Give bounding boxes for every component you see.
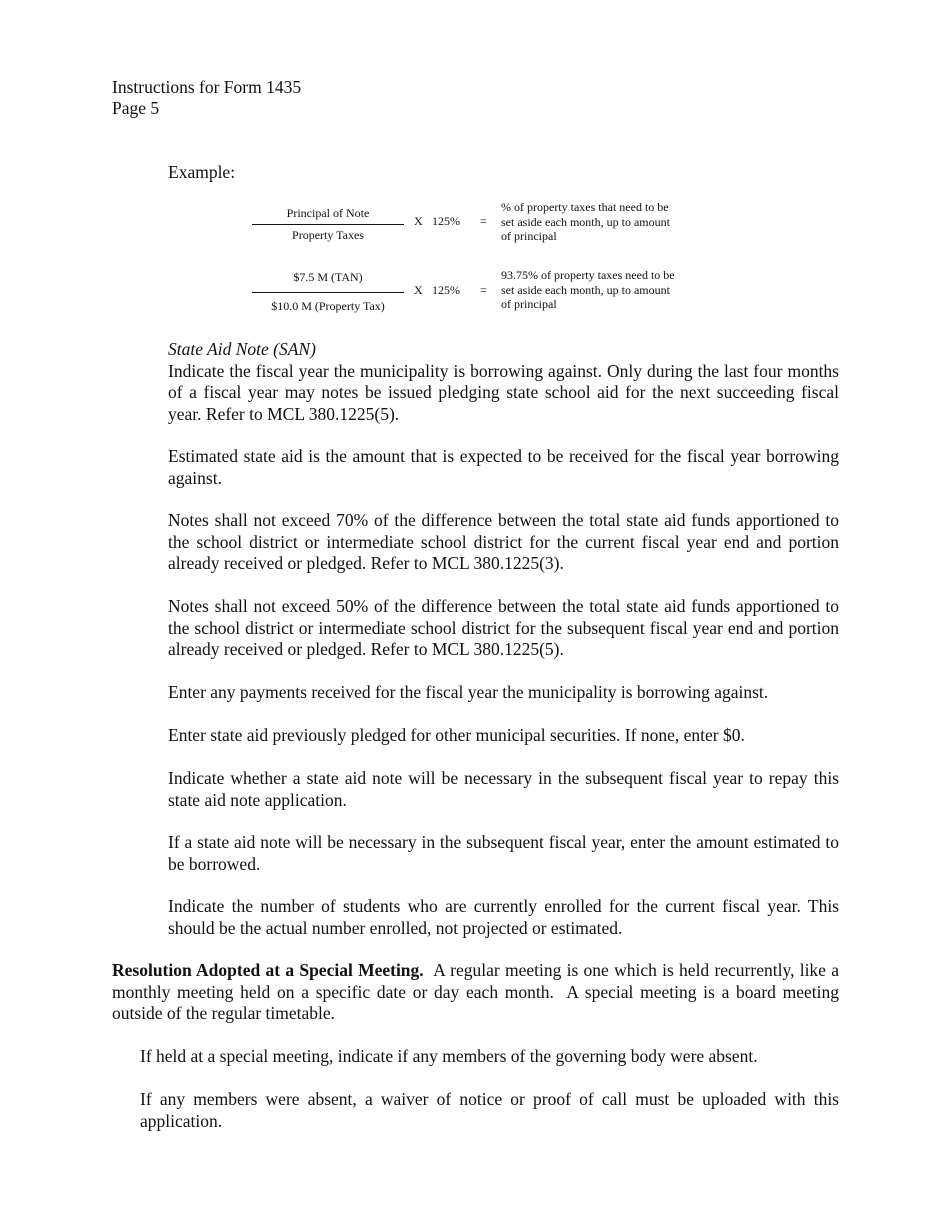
formula-row-general <box>252 200 692 250</box>
san-section <box>168 339 839 425</box>
paragraph <box>112 960 844 1025</box>
result-line: set aside each month, up to amount <box>501 282 670 297</box>
equals-sign: = <box>480 214 487 228</box>
paragraph-subsequent-note <box>168 768 839 811</box>
fraction-bar <box>252 292 404 293</box>
paragraph: Indicate the fiscal year the municipality is borrowing against. Only during the last four months of a fiscal year may notes be issued pledging state school aid for the next succeeding fiscal year. Refer to MCL 380.1225(5). <box>168 360 839 424</box>
paragraph-payments-received <box>168 682 839 704</box>
paragraph: Enter any payments received for the fiscal year the municipality is borrowing against. <box>168 682 769 702</box>
paragraph: If a state aid note will be necessary in the subsequent fiscal year, enter the amount estimated to be borrowed. <box>168 832 839 874</box>
paragraph-amount-estimated <box>168 832 839 875</box>
formula-result <box>501 268 689 312</box>
paragraph-students-enrolled <box>168 896 839 939</box>
equals-sign: = <box>480 283 487 297</box>
paragraph-50-percent <box>168 596 839 661</box>
paragraph-absent-members <box>140 1046 839 1068</box>
percent-factor: 125% <box>432 283 460 297</box>
page-number: Page 5 <box>112 98 160 118</box>
paragraph-70-percent <box>168 510 839 575</box>
paragraph: If any members were absent, a waiver of notice or proof of call must be uploaded with this application. <box>140 1089 839 1131</box>
paragraph: Indicate whether a state aid note will be necessary in the subsequent fiscal year to repay this state aid note application. <box>168 768 839 810</box>
fraction-general <box>252 206 404 242</box>
fraction-bar <box>252 224 404 225</box>
paragraph: Notes shall not exceed 70% of the difference between the total state aid funds apportioned to the school district or intermediate school district for the current fiscal year end and portion already received or pledged. Refer to MCL 380.1225(3). <box>168 510 839 573</box>
paragraph: Notes shall not exceed 50% of the difference between the total state aid funds apportioned to the school district or intermediate school district for the subsequent fiscal year end and portion already received or pledged. Refer to MCL 380.1225(5). <box>168 596 839 659</box>
section-title-san: State Aid Note (SAN) <box>168 339 316 359</box>
formula-result <box>501 200 689 244</box>
fraction-numerator: $7.5 M (TAN) <box>293 270 363 284</box>
paragraph-estimated-state-aid <box>168 446 839 489</box>
paragraph: Estimated state aid is the amount that is expected to be received for the fiscal year borrowing against. <box>168 446 839 488</box>
result-line: % of property taxes that need to be <box>501 200 669 214</box>
example-label: Example: <box>168 162 236 182</box>
fraction-denominator: Property Taxes <box>292 227 364 242</box>
form-title: Instructions for Form 1435 <box>112 77 302 97</box>
paragraph: Enter state aid previously pledged for other municipal securities. If none, enter $0. <box>168 725 745 745</box>
percent-factor: 125% <box>432 214 460 228</box>
resolution-text: A regular meeting is one which is held recurrently, like a monthly meeting held on a specific date or day each month. A special meeting is a board meeting outside of the regular timetable. <box>112 960 844 1023</box>
paragraph: If held at a special meeting, indicate if any members of the governing body were absent. <box>140 1046 758 1066</box>
result-line: set aside each month, up to amount <box>501 214 670 229</box>
fraction-numerator: Principal of Note <box>286 206 370 220</box>
resolution-heading: Resolution Adopted at a Special Meeting. <box>112 960 424 980</box>
paragraph-previously-pledged <box>168 725 839 747</box>
resolution-section <box>112 960 844 1025</box>
page-header <box>112 77 301 119</box>
result-line: of principal <box>501 297 557 311</box>
multiply-sign: X <box>414 283 423 297</box>
paragraph-waiver-notice <box>140 1089 839 1132</box>
formula-row-example <box>252 268 692 318</box>
fraction-example <box>252 270 404 313</box>
multiply-sign: X <box>414 214 423 228</box>
result-line: 93.75% of property taxes need to be <box>501 268 675 282</box>
fraction-denominator: $10.0 M (Property Tax) <box>271 298 385 313</box>
paragraph: Indicate the number of students who are currently enrolled for the current fiscal year. This should be the actual number enrolled, not projected or estimated. <box>168 896 839 938</box>
result-line: of principal <box>501 229 557 243</box>
